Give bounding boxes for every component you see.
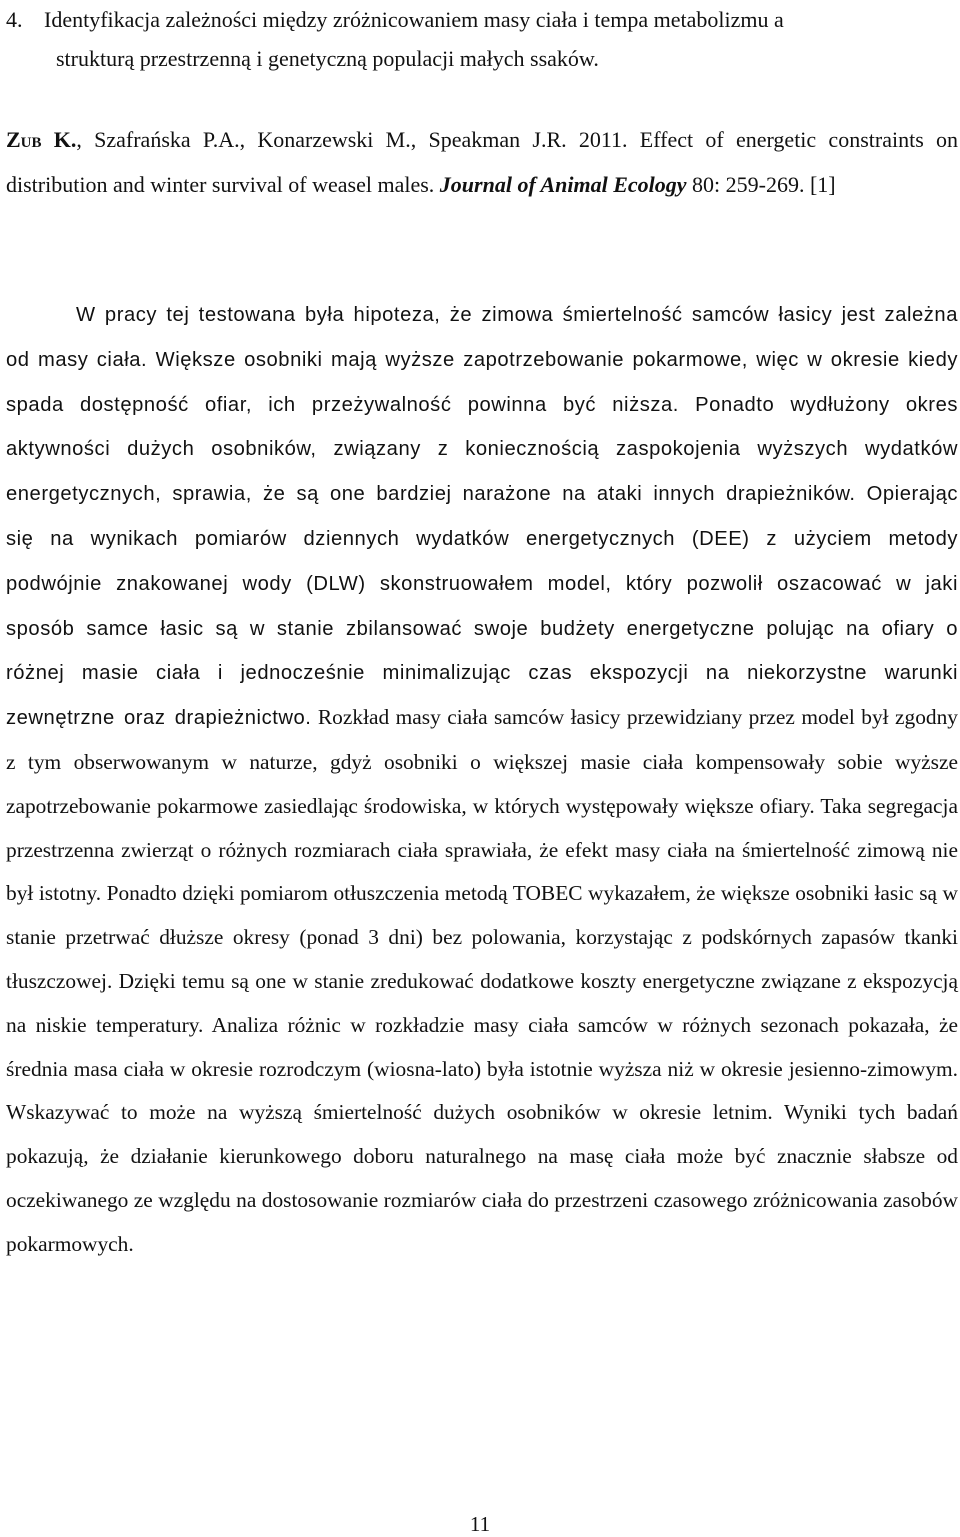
- summary-text-segment-7: Ponadto dzięki pomiarom otłuszczenia metodą TOBEC wykazałem, że większe osobniki łasic są w stanie przetrwać dłuższe okresy (ponad 3 dni) bez polowania, korzystając z podskórnych zapasów tkanki tłuszczowej.: [6, 881, 958, 993]
- citation-volume-pages: 80: 259-269. [1]: [686, 172, 836, 197]
- summary-paragraph: [6, 293, 958, 1267]
- citation-authors-title: , Szafrańska P.A., Konarzewski M., Speakman J.R. 2011. Effect of energetic constraints on distribution and winter survival of weasel males.: [6, 127, 959, 197]
- summary-text-segment-2: Większe osobniki mają wyższe zapotrzebowanie pokarmowe, więc w okresie kiedy spada dostępność ofiar, ich przeżywalność powinna być niższa.: [6, 348, 959, 416]
- section-title-line-1: Identyfikacja zależności między zróżnicowaniem masy ciała i tempa metabolizmu a: [44, 7, 784, 32]
- section-title-line-2: strukturą przestrzenną i genetyczną populacji małych ssaków.: [56, 46, 599, 71]
- summary-text-segment-4: Opierając się na wynikach pomiarów dziennych wydatków energetycznych (DEE) z użyciem metody podwójnie znakowanej wody (DLW) skonstruowałem model, który pozwolił oszacować w jaki sposób samce łasic są w stanie zbilansować swoje budżety energetyczne polując na ofiary o różnej masie ciała i jednocześnie minimalizując czas ekspozycji na niekorzystne warunki zewnętrzne oraz drapieżnictwo.: [6, 483, 958, 730]
- section-number: 4.: [6, 7, 23, 32]
- section-heading: [6, 0, 956, 78]
- citation-journal: Journal of Animal Ecology: [439, 172, 687, 197]
- publication-citation: [6, 117, 958, 207]
- summary-text-segment-1: W pracy tej testowana była hipoteza, że zimowa śmiertelność samców łasicy jest zależna od masy ciała.: [6, 304, 958, 371]
- page-number: 11: [469, 1512, 491, 1536]
- summary-text-segment-3: Ponadto wydłużony okres aktywności dużych osobników, związany z koniecznością zaspokojenia wyższych wydatków energetycznych, sprawia, że są one bardziej narażone na ataki innych drapieżników.: [6, 393, 958, 506]
- citation-first-author: Zub K.: [6, 127, 77, 152]
- summary-text-segment-6: Taka segregacja przestrzenna zwierząt o różnych rozmiarach ciała sprawiała, że efekt masy ciała na śmiertelność zimową nie był istotny.: [6, 793, 958, 906]
- summary-text-segment-5: Rozkład masy ciała samców łasicy przewidziany przez model był zgodny z tym obserwowanym w naturze, gdyż osobniki o większej masie ciała kompensowały sobie wyższe zapotrzebowanie pokarmowe zasiedlając środowiska, w których występowały większe ofiary.: [6, 705, 959, 818]
- summary-text-segment-8: Dzięki temu są one w stanie zredukować dodatkowe koszty energetyczne związane z ekspozycją na niskie temperatury. Analiza różnic w rozkładzie masy ciała samców w różnych sezonach pokazała, że średnia masa ciała w okresie rozrodczym (wiosna-lato) była istotnie wyższa niż w okresie jesienno-zimowym. Wskazywać to może na wyższą śmiertelność dużych osobników w okresie letnim. Wyniki tych badań pokazują, że działanie kierunkowego doboru naturalnego na masę ciała może być znacznie słabsze od oczekiwanego ze względu na dostosowanie rozmiarów ciała do przestrzeni czasowego zróżnicowania zasobów pokarmowych.: [6, 968, 958, 1256]
